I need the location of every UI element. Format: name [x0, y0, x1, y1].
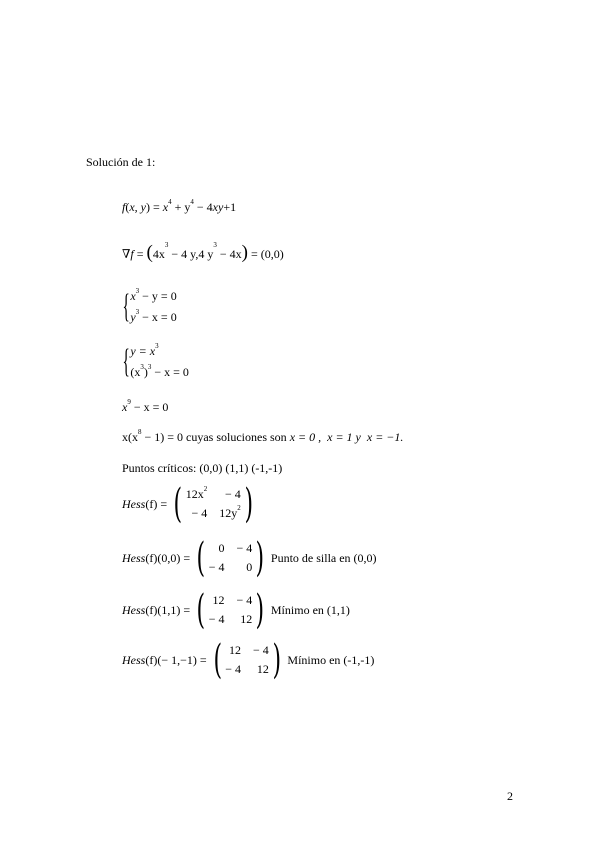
system-1-row-2: $y^3 - x = 0$ — [130, 308, 177, 324]
heading: Solución de 1: — [86, 155, 156, 169]
critical-points: Puntos críticos: (0,0) (1,1) (-1,-1) — [122, 461, 283, 475]
hessian-m1m1-matrix: ( 12 − 4 − 4 12 ) — [213, 637, 281, 683]
hessian-00-matrix: ( 0 − 4 − 4 0 ) — [196, 535, 265, 581]
system-2-row-2: $(x^3)^3 - x = 0$ — [130, 363, 189, 379]
equation-x9: $x^9 - x = 0$ — [122, 398, 169, 414]
system-1-row-1: $x^3 - y = 0$ — [130, 287, 177, 303]
hessian-m1m1-note: Mínimo en (-1,-1) — [287, 652, 375, 667]
page-number: 2 — [507, 789, 513, 803]
system-2-row-1: $y = x^3$ — [130, 342, 159, 358]
hessian-11: Hess (f)(1,1) = ( 12 − 4 − 4 12 ) Mínimo en (1,1) — [122, 587, 350, 633]
equation-gradient: $\nabla f = (4x^3 - 4$ y,4 $y^3 - 4x) = (0,0)$ — [122, 241, 284, 263]
hessian-matrix: ( $12x^2$ − 4 − 4 $12y^2$ ) — [173, 481, 253, 527]
hessian-11-matrix: ( 12 − 4 − 4 12 ) — [196, 587, 265, 633]
equation-f: f(x, $y) = x^4 + y^4 - 4xy+1$ — [122, 198, 237, 214]
hessian-general: Hess (f) = ( $12x^2$ − 4 − 4 $12y^2$ ) — [122, 484, 256, 524]
hessian-00: Hess (f)(0,0) = ( 0 − 4 − 4 0 ) Punto de silla en (0,0) — [122, 535, 377, 581]
system-2: { $y = x^3$ $(x^3)^3 - x = 0$ — [122, 342, 189, 380]
equation-factor: $x(x^8 - 1) = 0$ cuyas soluciones son x = 0 , x = 1 y x = −1. — [122, 428, 404, 444]
hessian-00-note: Punto de silla en (0,0) — [270, 550, 377, 565]
hessian-m1m1: Hess (f)(− 1,−1) = ( 12 − 4 − 4 12 ) Mínimo en (-1,-1) — [122, 637, 375, 683]
system-1: { $x^3 - y = 0$ $y^3 - x = 0$ — [122, 287, 177, 325]
hessian-11-note: Mínimo en (1,1) — [270, 602, 350, 617]
